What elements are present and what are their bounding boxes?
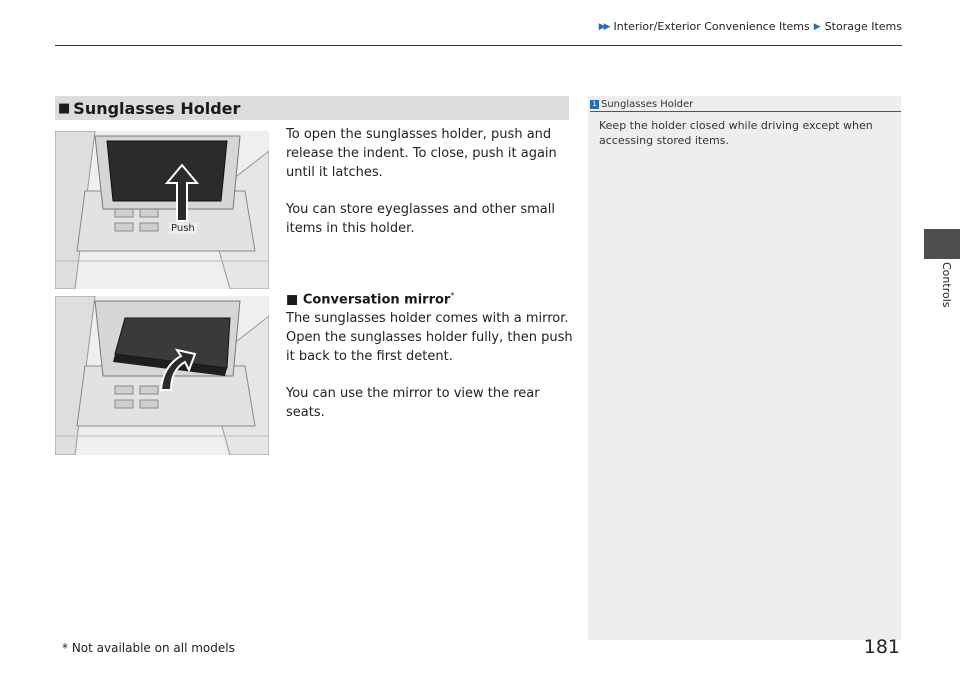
sidebar-note-text: Keep the holder closed while driving except when accessing stored items. [599,119,873,147]
section-header [55,96,569,120]
sidebar-note-title: Sunglasses Holder [601,98,694,110]
section-title: Sunglasses Holder [73,98,241,118]
breadcrumb [599,20,902,33]
subsection-title: Conversation mirror [302,292,451,308]
mirror-paragraph-1: The sunglasses holder comes with a mirror. Open the sunglasses holder fully, then push it back to the first detent. [286,311,573,364]
sunglasses-holder-push-illustration [55,131,269,289]
intro-paragraph-2: You can store eyeglasses and other small items in this holder. [286,202,555,236]
overhead-console-drawing [55,131,269,289]
header-rule [55,45,902,46]
conversation-mirror-illustration [55,296,269,455]
page-number: 181 [863,636,900,658]
side-tab[interactable] [924,229,960,259]
subsection-header [286,291,454,307]
availability-marker: * [450,291,455,300]
intro-paragraph-1: To open the sunglasses holder, push and release the indent. To close, push it again until it latches. [286,127,557,180]
breadcrumb-part-2[interactable]: Storage Items [824,20,902,33]
side-tab-label: Controls [940,262,953,308]
square-bullet-icon: ■ [286,292,299,308]
breadcrumb-part-1[interactable]: Interior/Exterior Convenience Items [613,20,810,33]
sidebar-note-header [590,97,901,112]
double-triangle-icon: ▶▶ [598,21,609,32]
triangle-icon: ▶ [813,21,821,32]
push-label: Push [171,223,195,234]
square-bullet-icon: ■ [58,100,71,116]
note-icon: 1 [590,100,599,109]
mirror-paragraph-2: You can use the mirror to view the rear seats. [286,386,540,420]
footnote: * Not available on all models [62,641,235,655]
sidebar-note-panel [588,96,901,640]
mirror-open-drawing [55,296,269,455]
